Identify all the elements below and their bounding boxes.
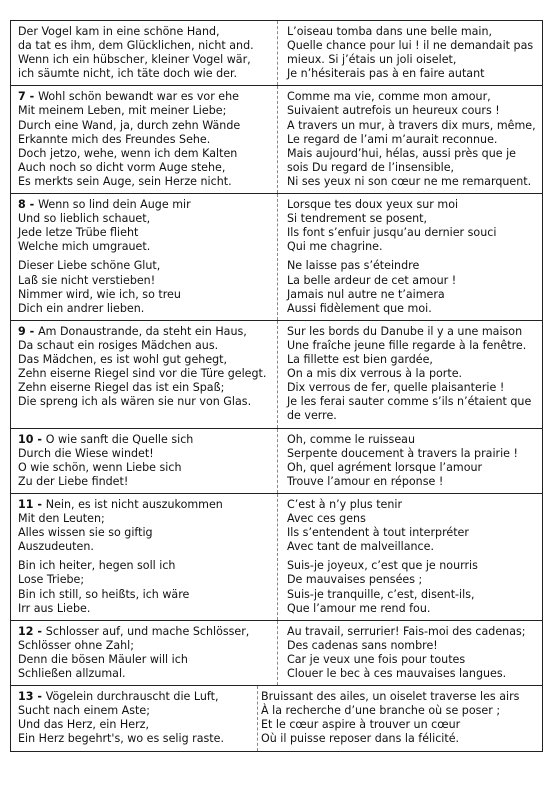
verse-line-text: Nein, es ist nicht auszukommen: [45, 497, 223, 511]
verse-line-text: Alles wissen sie so giftig: [18, 526, 153, 540]
verse-line: [18, 540, 273, 554]
verse-number: 9: [18, 324, 26, 338]
verse-row: [10, 193, 543, 321]
verse-line: [18, 353, 273, 367]
verse-line: [287, 512, 542, 526]
verse-line: [287, 667, 542, 681]
verse-line-text: sois Du regard de l’insensible,: [287, 160, 455, 174]
verse-line: [287, 90, 542, 104]
verse-line-text: Serpente doucement à travers la prairie !: [287, 446, 518, 460]
verse-line-text: Wenn so lind dein Auge mir: [38, 198, 191, 212]
verse-line-text: Avec ces gens: [287, 512, 366, 526]
verse-line: [18, 240, 273, 254]
verse-number: 10: [18, 432, 34, 446]
verse-line: [18, 602, 273, 616]
verse-line-text: Suis-je tranquille, c’est, disent-ils,: [287, 587, 475, 601]
verse-line: [287, 119, 542, 133]
verse-line: [18, 559, 273, 573]
verse-line: [287, 559, 542, 573]
verse-line-text: Die spreng ich als wären sie nur von Glas.: [18, 395, 252, 409]
verse-line: [18, 573, 273, 587]
verse-number: 7: [18, 90, 26, 104]
verse-line-text: Bin ich still, so heißts, ich wäre: [18, 587, 190, 601]
verse-line-text: Lose Triebe;: [18, 573, 85, 587]
verse-line-text: La fillette est bien gardée,: [287, 353, 433, 367]
verse-line: [287, 104, 542, 118]
verse-line-text: Wohl schön bewandt war es vor ehe: [38, 90, 239, 104]
verse-line-text: Je n’hésiterais pas à en faire autant: [287, 67, 485, 81]
verse-line-text: Jamais nul autre ne t’aimera: [287, 287, 445, 301]
verse-line: 13 - Vögelein durchrauscht die Luft,: [18, 690, 219, 704]
verse-line: [287, 226, 542, 240]
verse-line: [18, 381, 273, 395]
verse-line: [18, 526, 273, 540]
verse-line-text: Am Donaustrande, da steht ein Haus,: [38, 324, 247, 338]
verse-line: [287, 498, 542, 512]
verse-line-text: Comme ma vie, comme mon amour,: [287, 90, 491, 104]
verse-line: [287, 274, 542, 288]
verse-line: [287, 325, 542, 339]
verse-line-text: Oh, quel agrément lorsque l’amour: [287, 460, 483, 474]
verse-line: [287, 67, 542, 81]
verse-line: [287, 25, 542, 39]
verse-line: 7 - Wohl schön bewandt war es vor ehe: [18, 90, 239, 104]
verse-line: [287, 161, 542, 175]
verse-line: [18, 732, 273, 746]
verse-line-text: La belle ardeur de cet amour !: [287, 273, 457, 287]
verse-line: [18, 461, 273, 475]
verse-line: [287, 447, 542, 461]
verse-line-text: Zehn eiserne Riegel sind vor die Türe gelegt.: [18, 367, 267, 381]
french-text: [287, 198, 542, 316]
verse-line: [18, 147, 273, 161]
verse-line: [287, 339, 542, 353]
verse-line: [287, 133, 542, 147]
verse-line: [287, 259, 542, 273]
verse-line-text: Mit meinem Leben, mit meiner Liebe;: [18, 104, 227, 118]
verse-row: [10, 620, 543, 686]
verse-line-text: Bin ich heiter, hegen soll ich: [18, 559, 176, 573]
verse-line-text: Laß sie nicht verstieben!: [18, 273, 156, 287]
verse-line: [287, 588, 542, 602]
verse-line: [287, 240, 542, 254]
verse-line: [18, 25, 273, 39]
verse-number: 8: [18, 198, 26, 212]
verse-line-text: Avec tant de malveillance.: [287, 540, 435, 554]
verse-line-text: Mais aujourd’hui, hélas, aussi près que je: [287, 146, 517, 160]
verse-line: [18, 512, 273, 526]
verse-line-text: Auszudeuten.: [18, 540, 94, 554]
verse-line-text: Irr aus Liebe.: [18, 601, 91, 615]
verse-line-text: L’oiseau tomba dans une belle main,: [287, 25, 493, 38]
verse-line: [287, 39, 542, 53]
verse-line-text: Der Vogel kam in eine schöne Hand,: [18, 25, 220, 38]
verse-row: [10, 20, 543, 86]
german-text: [18, 498, 273, 616]
verse-line: [287, 212, 542, 226]
verse-line-text: Vögelein durchrauscht die Luft,: [45, 690, 219, 704]
verse-line: 9 - Am Donaustrande, da steht ein Haus,: [18, 324, 247, 338]
verse-line-text: Sur les bords du Danube il y a une maison: [287, 324, 523, 338]
verse-line-text: C’est à n’y plus tenir: [287, 497, 403, 511]
verse-line-text: Sucht nach einem Aste;: [18, 704, 150, 718]
verse-line-text: Aussi fidèlement que moi.: [287, 301, 432, 315]
verse-line-text: On a mis dix verrous à la porte.: [287, 367, 463, 381]
verse-line-text: Es merkts sein Auge, sein Herze nicht.: [18, 174, 232, 188]
verse-line-text: À la recherche d’une branche où se poser ;: [261, 704, 501, 718]
verse-line: [18, 653, 273, 667]
verse-line: [287, 433, 542, 447]
verse-line-text: Schließen allzumal.: [18, 667, 126, 681]
verse-line-text: Schlösser ohne Zahl;: [18, 638, 134, 652]
verse-line: [287, 573, 542, 587]
verse-line-text: A travers un mur, à travers dix murs, même,: [287, 118, 536, 132]
verse-line: [287, 653, 542, 667]
verse-line-text: Zu der Liebe findet!: [18, 474, 129, 488]
verse-row: [10, 85, 543, 194]
verse-line: [18, 288, 273, 302]
verse-line-text: Trouve l’amour en réponse !: [287, 474, 444, 488]
verse-line: [18, 339, 273, 353]
verse-line: [261, 704, 541, 718]
verse-line: [18, 447, 273, 461]
verse-line-text: O wie sanft die Quelle sich: [45, 432, 194, 446]
verse-line-text: Nimmer wird, wie ich, so treu: [18, 287, 181, 301]
verse-line: [287, 353, 542, 367]
verse-line-text: Quelle chance pour lui ! il ne demandait pas: [287, 39, 534, 53]
verse-line-text: Au travail, serrurier! Fais-moi des cadenas;: [287, 624, 526, 638]
verse-line: [18, 39, 273, 53]
verse-line: [18, 119, 273, 133]
verse-line-text: Erkannte mich des Freundes Sehe.: [18, 132, 211, 146]
verse-line-text: Das Mädchen, es ist wohl gut gehegt,: [18, 353, 228, 367]
verse-row: [10, 428, 543, 494]
verse-line-text: Qui me chagrine.: [287, 240, 383, 254]
verse-line-text: Da schaut ein rosiges Mädchen aus.: [18, 338, 219, 352]
verse-line-text: Wenn ich ein hübscher, kleiner Vogel wär,: [18, 53, 251, 67]
verse-line-text: Suivaient autrefois un heureux cours !: [287, 104, 500, 118]
lyrics-table: [10, 21, 543, 752]
french-text: [287, 498, 542, 616]
verse-row: [10, 320, 543, 429]
german-text: [18, 625, 273, 681]
verse-number: 12: [18, 624, 34, 638]
verse-line-text: Des cadenas sans nombre!: [287, 638, 438, 652]
verse-line-text: Ils s’entendent à tout interpréter: [287, 526, 469, 540]
verse-number: 13: [18, 690, 34, 704]
verse-line: [18, 639, 273, 653]
german-text: [18, 90, 273, 189]
verse-number: 11: [18, 497, 34, 511]
verse-line: [18, 67, 273, 81]
verse-line-text: de verre.: [287, 409, 337, 423]
verse-line: [287, 625, 542, 639]
verse-line-text: Ne laisse pas s’éteindre: [287, 259, 420, 273]
verse-line-text: Schlosser auf, und mache Schlösser,: [45, 624, 250, 638]
verse-row: [10, 685, 543, 751]
verse-line-text: Clouer le bec à ces mauvaises langues.: [287, 667, 507, 681]
verse-line-text: Und das Herz, ein Herz,: [18, 718, 150, 732]
verse-line-text: Doch jetzo, wehe, wenn ich dem Kalten: [18, 146, 238, 160]
verse-line: [287, 475, 542, 489]
verse-line: [287, 639, 542, 653]
verse-line-text: Si tendrement se posent,: [287, 212, 428, 226]
verse-line: [18, 395, 273, 409]
verse-line-text: Dix verrous de fer, quelle plaisanterie !: [287, 381, 505, 395]
verse-line-text: Ni ses yeux ni son cœur ne me remarquent.: [287, 174, 532, 188]
verse-line: [287, 367, 542, 381]
verse-line-text: Dieser Liebe schöne Glut,: [18, 259, 161, 273]
verse-line-text: Que l’amour me rend fou.: [287, 601, 431, 615]
verse-line-text: Suis-je joyeux, c’est que je nourris: [287, 559, 478, 573]
verse-line-text: Auch noch so dicht vorm Auge stehe,: [18, 160, 226, 174]
verse-line-text: Une fraîche jeune fille regarde à la fenêtre.: [287, 338, 527, 352]
verse-line: [18, 718, 273, 732]
verse-line: [18, 133, 273, 147]
verse-line: [287, 526, 542, 540]
verse-line: [18, 475, 273, 489]
verse-line-text: Zehn eiserne Riegel das ist ein Spaß;: [18, 381, 225, 395]
german-text: [18, 198, 273, 316]
verse-line-text: Lorsque tes doux yeux sur moi: [287, 198, 459, 212]
german-text: [18, 690, 273, 746]
verse-line: [287, 302, 542, 316]
verse-line-text: Durch die Wiese windet!: [18, 446, 154, 460]
verse-line-text: Jede letze Trübe flieht: [18, 226, 139, 240]
verse-line-text: Denn die bösen Mäuler will ich: [18, 652, 188, 666]
verse-line: 11 - Nein, es ist nicht auszukommen: [18, 497, 223, 511]
verse-line: [287, 53, 542, 67]
verse-line-text: da tat es ihm, dem Glücklichen, nicht and.: [18, 39, 254, 53]
verse-line: [261, 718, 541, 732]
verse-line-text: De mauvaises pensées ;: [287, 573, 423, 587]
verse-line-text: Welche mich umgrauet.: [18, 240, 151, 254]
verse-line: 12 - Schlosser auf, und mache Schlösser,: [18, 624, 250, 638]
verse-line: [287, 147, 542, 161]
verse-line-text: Ils font s’enfuir jusqu’au dernier souci: [287, 226, 497, 240]
verse-line-text: ich säumte nicht, ich täte doch wie der.: [18, 67, 238, 81]
verse-line-text: Und so lieblich schauet,: [18, 212, 151, 226]
verse-line: [18, 667, 273, 681]
verse-line: [261, 732, 541, 746]
verse-line: [261, 690, 541, 704]
french-text: [287, 325, 542, 424]
verse-line: [18, 175, 273, 189]
verse-line-text: mieux. Si j’étais un joli oiselet,: [287, 53, 457, 67]
verse-line: [18, 302, 273, 316]
verse-line: [287, 288, 542, 302]
verse-line: 8 - Wenn so lind dein Auge mir: [18, 198, 191, 212]
verse-line: [18, 226, 273, 240]
verse-line-text: Oh, comme le ruisseau: [287, 432, 415, 446]
french-text: [287, 625, 542, 681]
verse-row: [10, 493, 543, 621]
verse-line-text: Le regard de l’ami m’aurait reconnue.: [287, 132, 498, 146]
french-text: [287, 90, 542, 189]
verse-line: [287, 409, 542, 423]
verse-line: [18, 53, 273, 67]
verse-line-text: Ein Herz begehrt's, wo es selig raste.: [18, 732, 224, 746]
verse-line: [18, 704, 273, 718]
verse-line: [18, 212, 273, 226]
verse-line: [287, 602, 542, 616]
verse-line: [287, 461, 542, 475]
verse-line-text: O wie schön, wenn Liebe sich: [18, 460, 182, 474]
french-text: [287, 433, 542, 489]
verse-line-text: Bruissant des ailes, un oiselet traverse les airs: [261, 690, 520, 704]
verse-line: [18, 259, 273, 273]
verse-line-text: Durch eine Wand, ja, durch zehn Wände: [18, 118, 241, 132]
verse-line: [18, 367, 273, 381]
verse-line: [287, 395, 542, 409]
verse-line-text: Car je veux une fois pour toutes: [287, 652, 466, 666]
verse-line-text: Mit den Leuten;: [18, 512, 105, 526]
verse-line: [287, 381, 542, 395]
verse-line: [287, 540, 542, 554]
verse-line-text: Je les ferai sauter comme s’ils n’étaient que: [287, 395, 532, 409]
french-text: [261, 690, 541, 746]
verse-line-text: Dich ein andrer lieben.: [18, 301, 145, 315]
german-text: [18, 25, 273, 81]
verse-line-text: Et le cœur aspire à trouver un cœur: [261, 718, 461, 732]
verse-line: [18, 274, 273, 288]
german-text: [18, 433, 273, 489]
verse-line: [18, 161, 273, 175]
german-text: [18, 325, 273, 410]
verse-line: [287, 175, 542, 189]
verse-line: [18, 588, 273, 602]
verse-line-text: Où il puisse reposer dans la félicité.: [261, 732, 460, 746]
french-text: [287, 25, 542, 81]
verse-line: [18, 104, 273, 118]
verse-line: 10 - O wie sanft die Quelle sich: [18, 432, 194, 446]
verse-line: [287, 198, 542, 212]
